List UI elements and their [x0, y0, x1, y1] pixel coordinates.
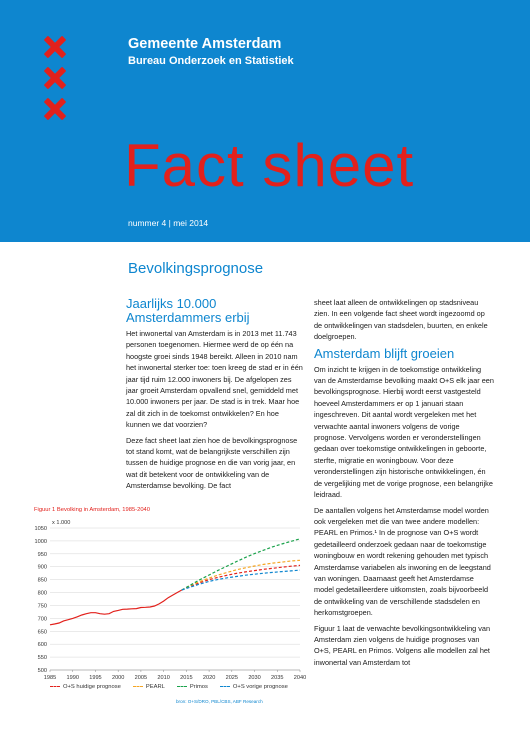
header-band — [0, 0, 530, 242]
cross-icon — [44, 36, 66, 58]
y-unit-label: x 1.000 — [52, 520, 71, 526]
y-tick-label: 650 — [37, 629, 47, 636]
y-tick-label: 750 — [37, 603, 47, 610]
legend-item — [177, 684, 208, 690]
document-title: Fact sheet — [124, 132, 415, 199]
y-tick-label: 900 — [37, 564, 47, 571]
figure-caption: Figuur 1 Bevolking in Amsterdam, 1985-2040 — [34, 507, 151, 513]
org-name: Gemeente Amsterdam — [128, 36, 282, 52]
y-tick-label: 850 — [37, 577, 47, 584]
amsterdam-crosses-logo — [44, 36, 74, 129]
y-tick-label: 1000 — [34, 538, 47, 545]
y-tick-label: 550 — [37, 655, 47, 662]
right-heading: Amsterdam blijft groeien — [314, 345, 455, 361]
chart-legend — [50, 684, 300, 690]
legend-label: O+S huidige prognose — [63, 684, 121, 690]
right-paragraph-3: Figuur 1 laat de verwachte bevolkingsontwikkeling van Amsterdam zien volgens de huidige prognoses van O+S, PEARL en Primos. Volgens alle modellen zal het inwonertal van Amsterdam tot — [314, 623, 491, 667]
population-line-chart — [28, 520, 308, 682]
legend-swatch — [50, 686, 60, 687]
legend-item — [133, 684, 165, 690]
legend-swatch — [220, 686, 230, 687]
legend-item — [50, 684, 121, 690]
x-tick-label: 2010 — [157, 675, 170, 681]
x-tick-label: 2015 — [180, 675, 193, 681]
legend-label: O+S vorige prognose — [232, 684, 288, 690]
legend-label: PEARL — [145, 684, 165, 690]
y-tick-label: 700 — [37, 616, 47, 623]
x-tick-label: 2000 — [111, 675, 125, 681]
legend-label: Primos — [189, 684, 208, 690]
y-tick-label: 500 — [37, 668, 47, 674]
org-subtitle: Bureau Onderzoek en Statistiek — [128, 55, 294, 67]
legend-item — [220, 684, 288, 690]
series-line-0 — [50, 590, 182, 625]
left-paragraph-1: Het inwonertal van Amsterdam is in 2013 met 11.743 personen toegenomen. Hiermee werd de op één na hoogste groei sinds 1948 bereikt. Alleen in 2010 nam het inwonertal sterker toe: toen kreeg de stad er in één jaar tijd ruim 12.000 inwoners bij. De afgelopen zes jaar groeit Amsterdam opvallend snel, gemiddeld met 10.000 inwoners per jaar. De stad is in trek. Maar hoe zal dit zich in de toekomst ontwikkelen? En hoe kunnen we dat voorzien? — [126, 329, 303, 430]
right-paragraph-2: De aantallen volgens het Amsterdamse model worden ook vergeleken met die van twee andere modellen: PEARL en Primos.¹ In de prognose van O+S wordt gedetailleerd onderzoek gedaan naar de toekomstige woningbouw en wordt rekening gehouden met typisch Amsterdamse variabelen als inwoning en de leegstand van woningen. Daarnaast geeft het Amsterdamse model gedetailleerdere uitkomsten, zoals bijvoorbeeld de ontwikkeling van de verschillende stadsdelen en herkomstgroepen. — [314, 505, 491, 618]
left-paragraph-2: Deze fact sheet laat zien hoe de bevolkingsprognose tot stand komt, wat de belangrijkste verschillen zijn tussen de huidige prognose en die van vorig jaar, en wat dit betekent voor de ontwikkeling van de Amsterdamse bevolking. De fact — [126, 435, 298, 491]
right-paragraph-0: sheet laat alleen de ontwikkelingen op stadsniveau zien. In een volgende fact sheet wordt ingezoomd op de ontwikkelingen van stadsdelen, buurten, en enkele doelgroepen. — [314, 298, 488, 342]
issue-info: nummer 4 | mei 2014 — [128, 218, 209, 228]
chart-source: bron: O+S/DRO, PBL/CBS, ABF Research — [176, 699, 263, 704]
x-tick-label: 2040 — [293, 675, 307, 681]
cross-icon — [44, 67, 66, 89]
series-line-3 — [182, 539, 300, 590]
legend-swatch — [177, 686, 187, 687]
x-tick-label: 2030 — [248, 675, 261, 681]
legend-swatch — [133, 686, 143, 687]
section-title: Bevolkingsprognose — [128, 260, 264, 277]
x-tick-label: 2005 — [134, 675, 148, 681]
x-tick-label: 2020 — [202, 675, 216, 681]
y-tick-label: 1050 — [34, 526, 47, 532]
y-tick-label: 600 — [37, 642, 47, 649]
cross-icon — [44, 98, 66, 120]
y-tick-label: 950 — [37, 551, 47, 558]
x-tick-label: 1985 — [43, 675, 57, 681]
x-tick-label: 1995 — [89, 675, 102, 681]
y-tick-label: 800 — [37, 590, 47, 597]
right-column — [314, 297, 494, 672]
x-tick-label: 2025 — [225, 675, 239, 681]
left-column — [126, 297, 304, 496]
x-tick-label: 1990 — [66, 675, 79, 681]
right-paragraph-1: Om inzicht te krijgen in de toekomstige ontwikkeling van de Amsterdamse bevolking maakt O+S elk jaar een bevolkingsprognose. Hierbij wordt eerst vastgesteld hoeveel Amsterdammers er op 1 januari staan ingeschreven. Dit aantal wordt vergeleken met het verwachte aantal inwoners volgens de vorige prognose. Vervolgens worden er veronderstellingen gedaan over toekomstige ontwikkelingen in geboorte, sterfte, migratie en woningbouw. Voor deze veronderstellingen zijn historische ontwikkelingen, én de vergelijking met de vorige prognose, een belangrijke leidraad. — [314, 364, 494, 500]
series-line-2 — [182, 560, 300, 590]
x-tick-label: 2035 — [271, 675, 284, 681]
left-heading: Jaarlijks 10.000 Amsterdammers erbij — [126, 296, 250, 325]
